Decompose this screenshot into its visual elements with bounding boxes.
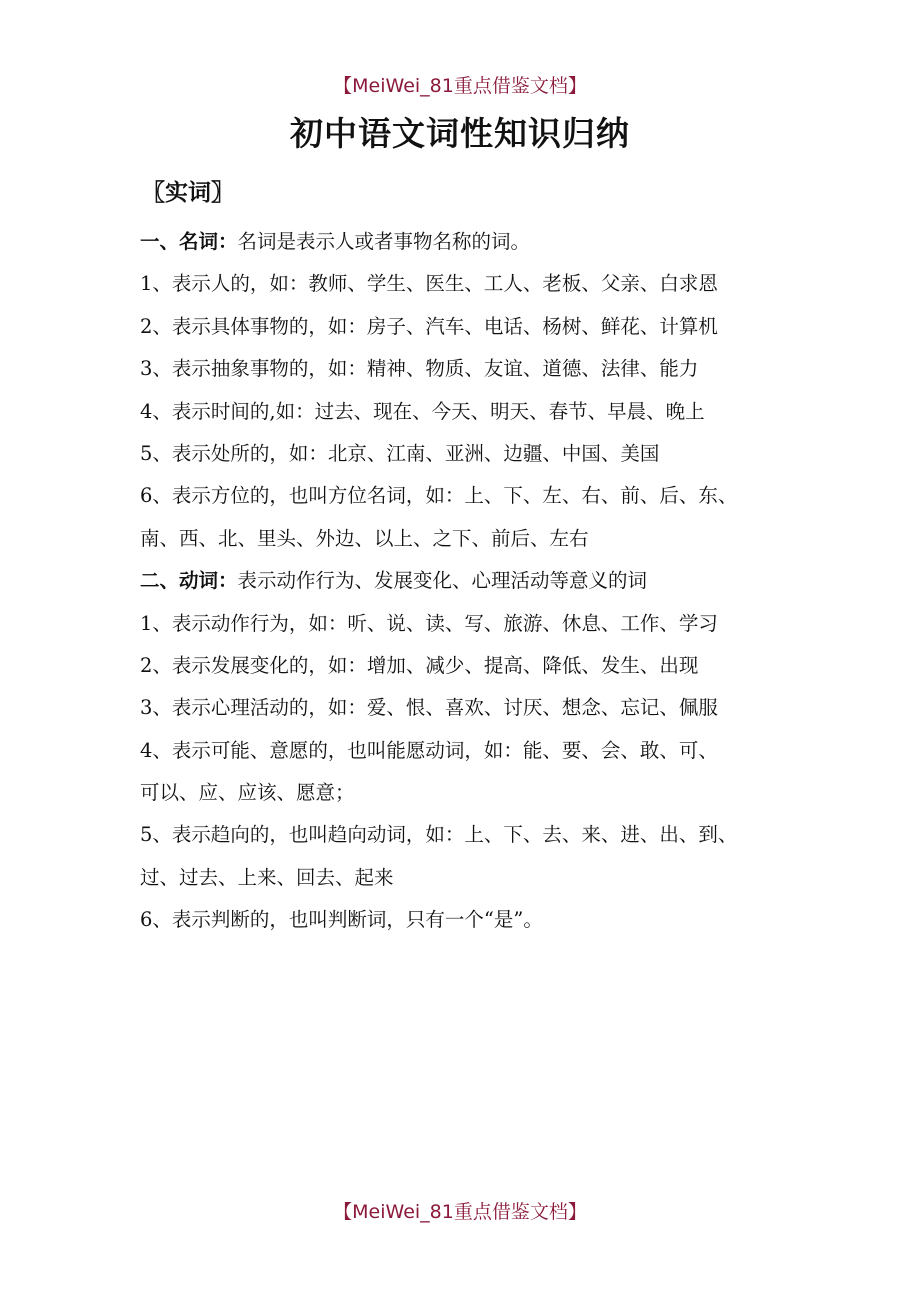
verb-item: 6、表示判断的，也叫判断词，只有一个“是”。 (140, 908, 543, 932)
verb-item-continuation: 可以、应、应该、愿意； (140, 781, 355, 805)
footer-watermark: 【MeiWei_81重点借鉴文档】 (333, 1201, 587, 1223)
noun-item: 2、表示具体事物的，如：房子、汽车、电话、杨树、鲜花、计算机 (140, 314, 718, 338)
header-watermark: 【MeiWei_81重点借鉴文档】 (333, 75, 587, 97)
verb-item: 2、表示发展变化的，如：增加、减少、提高、降低、发生、出现 (140, 653, 699, 677)
noun-item: 1、表示人的，如：教师、学生、医生、工人、老板、父亲、白求恩 (140, 272, 718, 296)
verb-definition: 表示动作行为、发展变化、心理活动等意义的词 (237, 569, 648, 593)
verb-heading-line (140, 560, 800, 602)
verb-item: 1、表示动作行为，如：听、说、读、写、旅游、休息、工作、学习 (140, 611, 718, 635)
document-title: 初中语文词性知识归纳 (290, 114, 630, 153)
verb-label: 二、动词： (140, 569, 238, 593)
noun-definition: 名词是表示人或者事物名称的词。 (237, 230, 531, 253)
noun-item: 4、表示时间的,如：过去、现在、今天、明天、春节、早晨、晚上 (140, 399, 705, 423)
section-heading-content-words: 〖实词〗 (142, 180, 234, 206)
verb-item: 3、表示心理活动的，如：爱、恨、喜欢、讨厌、想念、忘记、佩服 (140, 696, 718, 720)
noun-label: 一、名词： (140, 230, 238, 253)
verb-item: 4、表示可能、意愿的，也叫能愿动词，如：能、要、会、敢、可、 (140, 738, 718, 762)
noun-item: 3、表示抽象事物的，如：精神、物质、友谊、道德、法律、能力 (140, 357, 699, 381)
noun-item: 6、表示方位的，也叫方位名词，如：上、下、左、右、前、后、东、 (140, 484, 738, 508)
noun-heading-line (140, 221, 800, 263)
noun-item-continuation: 南、西、北、里头、外边、以上、之下、前后、左右 (140, 526, 589, 550)
verb-item: 5、表示趋向的，也叫趋向动词，如：上、下、去、来、进、出、到、 (140, 823, 738, 847)
verb-item-continuation: 过、过去、上来、回去、起来 (140, 865, 394, 889)
document-body (140, 221, 800, 942)
noun-item: 5、表示处所的，如：北京、江南、亚洲、边疆、中国、美国 (140, 441, 660, 465)
